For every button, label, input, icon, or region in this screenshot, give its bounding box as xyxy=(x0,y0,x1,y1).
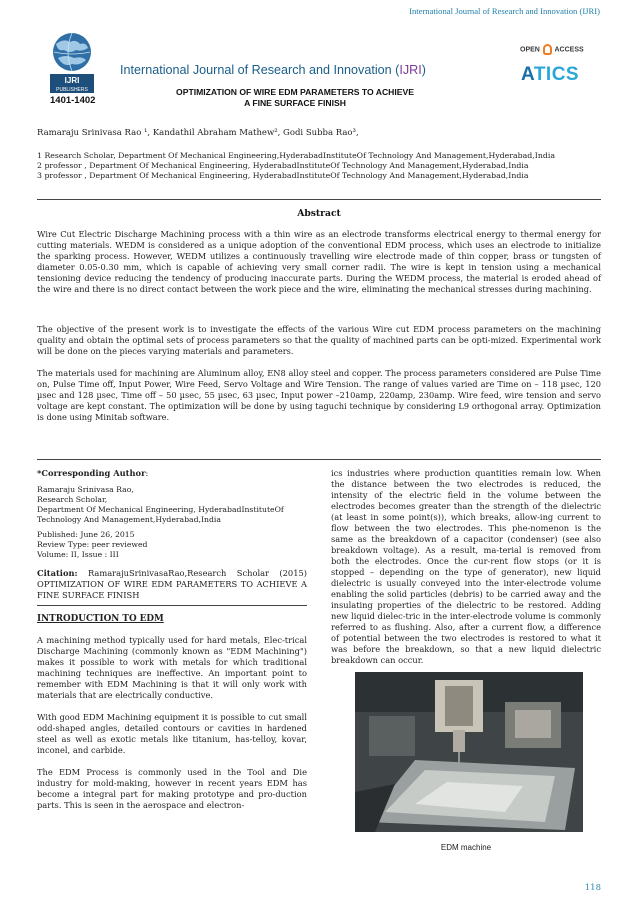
intro-paragraph-1: A machining method typically used for hard metals, Elec-trical Discharge Machining (commonly known as "EDM Machining") makes it possible to work with metals for which traditional machining techniques are ineffective. An important point to remember with EDM Machining is that it will only work with materials that are electrically conductive. xyxy=(37,635,307,700)
paper-title-line2: A FINE SURFACE FINISH xyxy=(244,98,346,108)
author-line: Ramaraju Srinivasa Rao, xyxy=(37,485,134,494)
issn: 1401-1402 xyxy=(50,95,96,106)
journal-name: International Journal of Research and Innovation ( xyxy=(120,63,400,77)
page-number: 118 xyxy=(584,883,601,893)
abstract-paragraph-2: The objective of the present work is to investigate the effects of the various Wire cut EDM process parameters on the machining quality and obtain the optimal sets of process parameters so that the quality of machined parts can be opti-mized. Experimental work will be done on the pieces varying materials and parameters. xyxy=(37,324,601,356)
divider xyxy=(37,605,307,606)
right-column-text: ics industries where production quantities remain low. When the distance between the two electrodes is reduced, the intensity of the electric field in the volume between the electrodes becomes greater than the strength of the dielectric (at least in some point(s)), which breaks, allow-ing current to flow between the two electrodes. This phe-nomenon is the same as the breakdown of a capacitor (condenser) (see also breakdown voltage). As a result, ma-terial is removed from both the electrodes. Once the cur-rent flow stops (or it is stopped – depending on the type of generator), new liquid dielectric is usually conveyed into the inter-electrode volume enabling the solid particles (debris) to be carried away and the insulating properties of the dielectric to be restored. Adding new liquid dielec-tric in the inter-electrode volume is commonly referred to as flushing. Also, after a current flow, a difference of potential between the two electrodes is restored to what it was before the breakdown, so that a new liquid dielectric breakdown can occur. xyxy=(331,468,601,665)
abstract-paragraph-3: The materials used for machining are Aluminum alloy, EN8 alloy steel and copper. The process parameters considered are Pulse Time on, Pulse Time off, Input Power, Wire Feed, Servo Voltage and Wire Tension. The range of values varied are Time on – 118 µsec, 120 µsec and 128 µsec, Time off – 50 µsec, 55 µsec, 63 µsec, Input power –210amp, 220amp, 230amp. Wire feed, wire tension and servo voltage are kept constant. The optimization will be done by using taguchi technique by considering L9 orthogonal array. Optimization is done using Minitab software. xyxy=(37,368,601,422)
journal-close: ) xyxy=(421,63,426,77)
corresponding-details xyxy=(37,485,307,560)
open-access-logo xyxy=(520,44,584,55)
paper-title xyxy=(150,87,440,109)
author-line: Technology And Management,Hyderabad,India xyxy=(37,515,221,524)
author-line: Department Of Mechanical Engineering, HyderabadInstituteOf xyxy=(37,505,284,514)
intro-paragraph-2: With good EDM Machining equipment it is possible to cut small odd-shaped angles, detailed contours or cavities in hardened steel as well as exotic metals like titanium, has-telloy, kovar, inconel, and carbide. xyxy=(37,712,307,755)
atics-rest: TICS xyxy=(533,64,580,85)
edm-machine-photo xyxy=(355,672,583,832)
logo-text-bottom: PUBLISHERS xyxy=(56,87,88,93)
author-list: Ramaraju Srinivasa Rao ¹, Kandathil Abraham Mathew², Godi Subba Rao³, xyxy=(37,128,359,138)
citation xyxy=(37,568,307,601)
author-line: Research Scholar, xyxy=(37,495,108,504)
paper-title-line1: OPTIMIZATION OF WIRE EDM PARAMETERS TO ACHIEVE xyxy=(176,87,414,97)
open-access-left: OPEN xyxy=(520,46,540,54)
ijri-globe-logo xyxy=(36,30,108,96)
volume-issue: Volume: II, Issue : III xyxy=(37,550,119,559)
left-column xyxy=(37,468,307,811)
affiliation-1: 1 Research Scholar, Department Of Mechanical Engineering,HyderabadInstituteOf Technology And Management,Hyderabad,India xyxy=(37,151,556,160)
citation-label: Citation: xyxy=(37,568,78,578)
atics-logo xyxy=(521,64,579,86)
corresponding-author-heading xyxy=(37,468,307,479)
abstract-paragraph-1: Wire Cut Electric Discharge Machining process with a thin wire as an electrode transforms electrical energy to thermal energy for cutting materials. WEDM is considered as a unique adoption of the conventional EDM process, which uses an electrode to initialize the sparking process. However, WEDM utilizes a continuously travelling wire electrode made of thin copper, brass or tungsten of diameter 0.05-0.30 mm, which is capable of achieving very small corner radii. The wire is kept in tension using a mechanical tensioning device reducing the tendency of producing inaccurate parts. During the WEDM process, the material is eroded ahead of the wire and there is no direct contact between the work piece and the wire, eliminating the mechanical stresses during machining. xyxy=(37,229,601,294)
running-head: International Journal of Research and Innovation (IJRI) xyxy=(409,6,600,16)
journal-acronym: IJRI xyxy=(399,63,422,77)
affiliation-2: 2 professor , Department Of Mechanical Engineering, HyderabadInstituteOf Technology And Management,Hyderabad,India xyxy=(37,161,529,170)
edm-machine-image xyxy=(355,672,583,832)
published-date: Published: June 26, 2015 xyxy=(37,530,135,539)
review-type: Review Type: peer reviewed xyxy=(37,540,148,549)
divider xyxy=(37,459,601,460)
open-access-right: ACCESS xyxy=(554,46,584,54)
citation-text: RamarajuSrinivasaRao,Research Scholar (2015) OPTIMIZATION OF WIRE EDM PARAMETERS TO ACHIEVE A FINE SURFACE FINISH xyxy=(37,568,307,600)
figure-caption: EDM machine xyxy=(440,843,492,852)
intro-heading: INTRODUCTION TO EDM xyxy=(37,614,164,624)
abstract-heading: Abstract xyxy=(297,208,341,219)
journal-title xyxy=(120,63,426,77)
logo-text-top: IJRI xyxy=(64,76,80,85)
corresponding-label: *Corresponding Author xyxy=(37,468,146,478)
atics-a: A xyxy=(521,64,534,85)
divider xyxy=(37,199,601,200)
open-lock-icon xyxy=(543,44,552,55)
affiliation-3: 3 professor , Department Of Mechanical Engineering, HyderabadInstituteOf Technology And Management,Hyderabad,India xyxy=(37,171,529,180)
intro-paragraph-3: The EDM Process is commonly used in the Tool and Die industry for mold-making, however in recent years EDM has become a integral part for making prototype and pro-duction parts. This is seen in the aerospace and electron- xyxy=(37,767,307,810)
corresponding-colon: : xyxy=(145,468,149,478)
globe-icon xyxy=(36,30,108,96)
